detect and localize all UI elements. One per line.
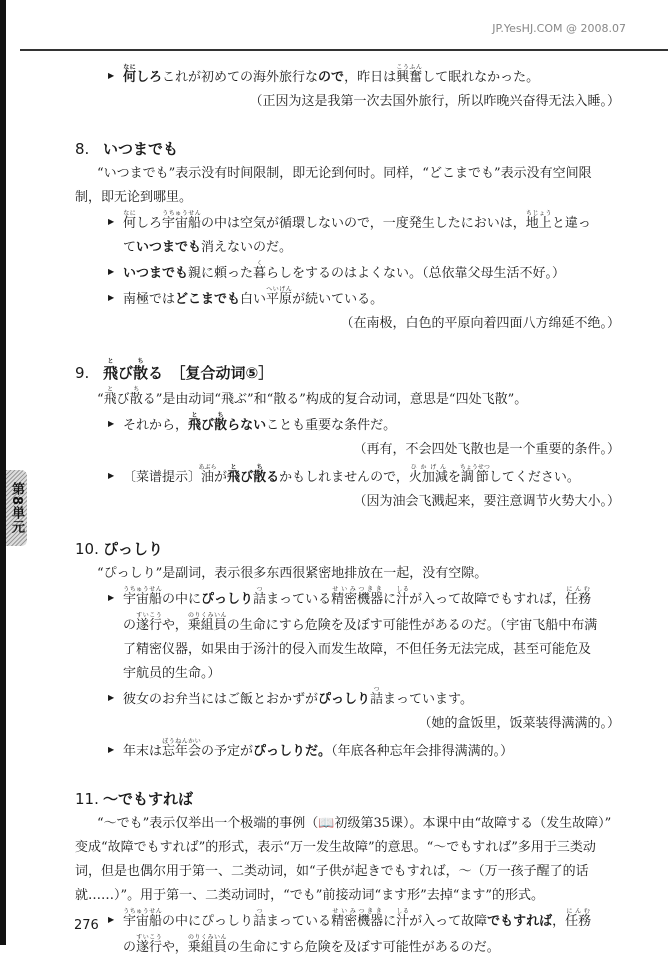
bold-text (175, 292, 240, 307)
example-sentence (75, 210, 620, 236)
text-run: ぴっしり (318, 692, 371, 707)
example-sentence (75, 686, 620, 712)
text-run: “～でも”表示仅举出一个极端的事例（📖初级第35课）。本课中由“故障する（发生故障）” (97, 816, 612, 831)
translation (75, 90, 620, 114)
bold-text (136, 70, 162, 85)
text-run: や， (162, 618, 188, 633)
ruby-word: ▶ 何なに (123, 210, 137, 231)
explanation-cont (75, 860, 620, 884)
ruby-word: 任務にんむ (565, 908, 592, 929)
text-run: 年末は (123, 744, 163, 759)
ruby-word: 宇宙船うちゅうせん (162, 210, 202, 231)
furigana: うちゅうせん (123, 586, 163, 593)
unit-tab (6, 470, 27, 546)
furigana: ち (253, 464, 267, 471)
example-sentence (75, 286, 620, 312)
header-rule (20, 49, 668, 51)
ruby-word: 飛と (103, 386, 117, 407)
text-run: び (201, 418, 215, 433)
example-sentence-cont (75, 638, 620, 662)
page-number: 276 (74, 918, 99, 933)
text-run: でもすれば (487, 914, 553, 929)
text-run: が入って故障でもすれば， (409, 592, 566, 607)
text-run: ぴっしりだ。 (253, 744, 332, 759)
ruby-word: 乗組員のりくみいん (187, 934, 227, 955)
ruby-word: 詰つ (253, 586, 267, 607)
section-number: 8. (75, 140, 90, 158)
text-run: いつまでも (123, 266, 189, 281)
text-run: 消えないのだ。 (201, 240, 293, 255)
example-sentence-cont (75, 612, 620, 638)
explanation-cont (75, 884, 620, 908)
text-run: いつまでも (136, 240, 202, 255)
text-run: の (123, 940, 137, 955)
example-sentence-cont (75, 662, 620, 686)
text-run: 就……）”。用于第一、二类动词时，“でも”前接动词“ます形”去掉“ます”的形式。 (75, 888, 545, 903)
section-title (103, 358, 274, 382)
furigana: せいみつきき (331, 908, 384, 915)
example-sentence (75, 464, 620, 490)
bold-text (136, 240, 201, 255)
text-run: や， (162, 940, 188, 955)
translation (75, 312, 620, 336)
ruby-word: 散ち (129, 386, 143, 407)
furigana: しる (396, 586, 410, 593)
bold-text (240, 470, 253, 485)
bold-text (123, 266, 188, 281)
explanation-cont (75, 836, 620, 860)
ruby-word: 暮く (253, 260, 267, 281)
example-sentence (75, 412, 620, 438)
furigana: のりくみいん (187, 934, 227, 941)
text-run: ，昨日は (344, 70, 397, 85)
text-run: ぴっしり (201, 592, 254, 607)
ruby-word: 地上ちじょう (525, 210, 552, 231)
furigana: せいみつきき (331, 586, 384, 593)
furigana: つ (370, 686, 384, 693)
example-sentence-cont (75, 236, 620, 260)
section-heading (75, 358, 620, 386)
example-sentence (75, 260, 620, 286)
text-run: 南極では (123, 292, 176, 307)
ruby-word: 精密機器せいみつきき (331, 908, 384, 929)
text-run: （正因为这是我第一次去国外旅行，所以昨晚兴奋得无法入睡。） (249, 94, 620, 109)
furigana: うちゅうせん (123, 908, 163, 915)
furigana: と (103, 386, 117, 393)
furigana: すいこう (136, 934, 163, 941)
ruby-word: 飛と (103, 358, 119, 382)
furigana: ち (129, 386, 143, 393)
text-run: の中にぴっしり (162, 914, 254, 929)
text-run: る (266, 470, 280, 485)
ruby-word: 乗組員のりくみいん (187, 612, 227, 633)
furigana: く (253, 260, 267, 267)
text-run: の予定が (201, 744, 254, 759)
text-run: が入って故障 (409, 914, 488, 929)
furigana: ちょうせつ (459, 464, 490, 471)
ruby-word: ▶ 宇宙船うちゅうせん (123, 908, 163, 929)
bold-text (201, 592, 253, 607)
ruby-word: 汁しる (396, 586, 410, 607)
text-run: （年底各种忘年会排得满满的。） (331, 744, 514, 759)
explanation (75, 562, 620, 586)
furigana: なに (123, 64, 137, 71)
section-number: 10. (75, 540, 99, 558)
ruby-word: 遂行すいこう (136, 934, 163, 955)
ruby-word: 汁しる (396, 908, 410, 929)
furigana: あぶら (198, 464, 217, 471)
bold-text (227, 418, 266, 433)
ruby-word: 散ち (133, 358, 149, 382)
text-run: まっている (266, 914, 332, 929)
furigana: にんむ (565, 586, 592, 593)
text-run: （因为油会飞溅起来，要注意调节火势大小。） (353, 494, 620, 509)
text-run: 親に頼った (188, 266, 254, 281)
ruby-word: 散ち (214, 412, 228, 433)
text-run: まっている (266, 592, 332, 607)
furigana: へいげん (266, 286, 293, 293)
text-run: ことも重要な条件だ。 (266, 418, 397, 433)
bold-text (253, 464, 267, 485)
explanation-cont (75, 186, 620, 210)
section-heading (75, 786, 620, 812)
text-run: “ (97, 392, 104, 407)
unit-tab-label: 第8単元 (9, 481, 24, 535)
text-run: （她的盒饭里，饭菜装得满满的。） (418, 716, 620, 731)
furigana: ち (133, 358, 149, 365)
furigana: つ (253, 586, 267, 593)
bold-text (253, 744, 331, 759)
text-run: 制，即无论到哪里。 (75, 190, 193, 205)
ruby-word: ▶ 宇宙船うちゅうせん (123, 586, 163, 607)
translation (75, 712, 620, 736)
text-run: て (123, 240, 137, 255)
text-run: しろ (136, 216, 163, 231)
text-run: に (383, 592, 397, 607)
explanation (75, 386, 620, 412)
bold-text (214, 412, 228, 433)
furigana: なに (123, 210, 137, 217)
text-run: かもしれませんので， (279, 470, 409, 485)
text-run: らしをするのはよくない。（总依靠父母生活不好。） (266, 266, 566, 281)
section-heading (75, 136, 620, 162)
example-sentence-cont (75, 934, 620, 960)
bold-text (201, 418, 214, 433)
text-run: の生命にすら危険を及ぼす可能性があるのだ。 (226, 940, 500, 955)
text-run: ， (552, 914, 566, 929)
text-run: 〔菜谱提示〕 (123, 470, 202, 485)
section-title: ～でもすれば (103, 790, 194, 808)
ruby-word: 油あぶら (198, 464, 217, 485)
furigana: と (227, 464, 241, 471)
furigana: ちじょう (525, 210, 552, 217)
section-number: 9. (75, 364, 90, 382)
furigana: のりくみいん (187, 612, 227, 619)
text-run: それから， (123, 418, 189, 433)
example-sentence (75, 64, 620, 90)
bold-text (188, 412, 202, 433)
text-run: これが初めての海外旅行な (162, 70, 319, 85)
text-run: る ［复合动词⑤］ (148, 364, 274, 382)
text-run: の生命にすら危険を及ぼす可能性があるのだ。（宇宙飞船中布满 (226, 618, 598, 633)
ruby-word: 平原へいげん (266, 286, 293, 307)
furigana: と (188, 412, 202, 419)
text-run: と違っ (551, 216, 591, 231)
text-run: が (214, 470, 228, 485)
ruby-word: 精密機器せいみつきき (331, 586, 384, 607)
text-run: してください。 (488, 470, 580, 485)
site-watermark: JP.YesHJ.COM @ 2008.07 (492, 22, 626, 35)
text-run: を (447, 470, 461, 485)
section-heading (75, 536, 620, 562)
furigana: こうふん (396, 64, 423, 71)
example-sentence (75, 586, 620, 612)
text-run: 彼女のお弁当にはご飯とおかずが (123, 692, 319, 707)
text-run: 白い (240, 292, 267, 307)
bold-text (227, 464, 241, 485)
ruby-word: 興奮こうふん (396, 64, 423, 85)
explanation (75, 812, 620, 836)
furigana: うちゅうせん (162, 210, 202, 217)
text-run: （再有，不会四处飞散也是一个重要的条件。） (353, 442, 620, 457)
furigana: ひかげん (408, 464, 448, 471)
translation (75, 490, 620, 514)
text-run: （在南极，白色的平原向着四面八方绵延不绝。） (340, 316, 620, 331)
text-run: び (240, 470, 254, 485)
ruby-word: 調節ちょうせつ (459, 464, 490, 485)
text-run: らない (227, 418, 267, 433)
text-run: “いつまでも”表示没有时间限制，即无论到何时。同样，“どこまでも”表示没有空间限 (97, 166, 592, 181)
text-run: が続いている。 (292, 292, 384, 307)
section-number: 11. (75, 790, 99, 808)
text-run: まっています。 (383, 692, 474, 707)
furigana: ぼうねんかい (162, 738, 202, 745)
text-run: どこまでも (175, 292, 241, 307)
text-run: の (123, 618, 137, 633)
text-run: の中は空気が循環しないので，一度発生したにおいは， (201, 216, 526, 231)
ruby-word: ▶ 何なに (123, 64, 137, 85)
ruby-word: 詰つ (253, 908, 267, 929)
furigana: にんむ (565, 908, 592, 915)
translation (75, 438, 620, 462)
furigana: しる (396, 908, 410, 915)
ruby-word: 詰つ (370, 686, 384, 707)
text-run: して眠れなかった。 (422, 70, 540, 85)
ruby-word: 任務にんむ (565, 586, 592, 607)
text-run: ので (318, 70, 345, 85)
text-run: び (118, 364, 134, 382)
bold-text (123, 64, 137, 85)
furigana: ち (214, 412, 228, 419)
bold-text (318, 692, 370, 707)
ruby-word: 火加減ひかげん (408, 464, 448, 485)
ruby-word: 飛と (188, 412, 202, 433)
ruby-word: 散ち (253, 464, 267, 485)
text-run: 词，但是也偶尔用于第一、二类动词，如“子供が起きでもすれば，～（万一孩子醒了的话 (75, 864, 589, 879)
explanation (75, 162, 620, 186)
ruby-word: 忘年会ぼうねんかい (162, 738, 202, 759)
ruby-word: 飛と (227, 464, 241, 485)
section-title: ぴっしり (103, 540, 164, 558)
example-sentence (75, 908, 620, 934)
furigana: すいこう (136, 612, 163, 619)
text-run: る”是由动词“飛ぶ”和“散る”构成的复合动词，意思是“四处飞散”。 (142, 392, 528, 407)
ruby-word: 遂行すいこう (136, 612, 163, 633)
text-run: しろ (136, 70, 163, 85)
bold-text (487, 914, 552, 929)
text-run: “ぴっしり”是副词，表示很多东西很紧密地排放在一起，没有空隙。 (97, 566, 488, 581)
text-run: の中に (162, 592, 202, 607)
text-run: に (383, 914, 397, 929)
text-run: 宇航员的生命。） (123, 666, 221, 681)
text-run: 变成“故障でもすれば”的形式，表示“万一发生故障”的意思。“～でもすれば”多用于三类动 (75, 840, 596, 855)
text-run: び (116, 392, 130, 407)
furigana: と (103, 358, 119, 365)
bold-text (266, 470, 279, 485)
example-sentence (75, 738, 620, 764)
section-title: いつまでも (103, 140, 179, 158)
furigana: つ (253, 908, 267, 915)
bold-text (318, 70, 344, 85)
page-content (75, 64, 620, 960)
text-run: 了精密仪器，如果由于汤汁的侵入而发生故障，不但任务无法完成，甚至可能危及 (123, 642, 592, 657)
